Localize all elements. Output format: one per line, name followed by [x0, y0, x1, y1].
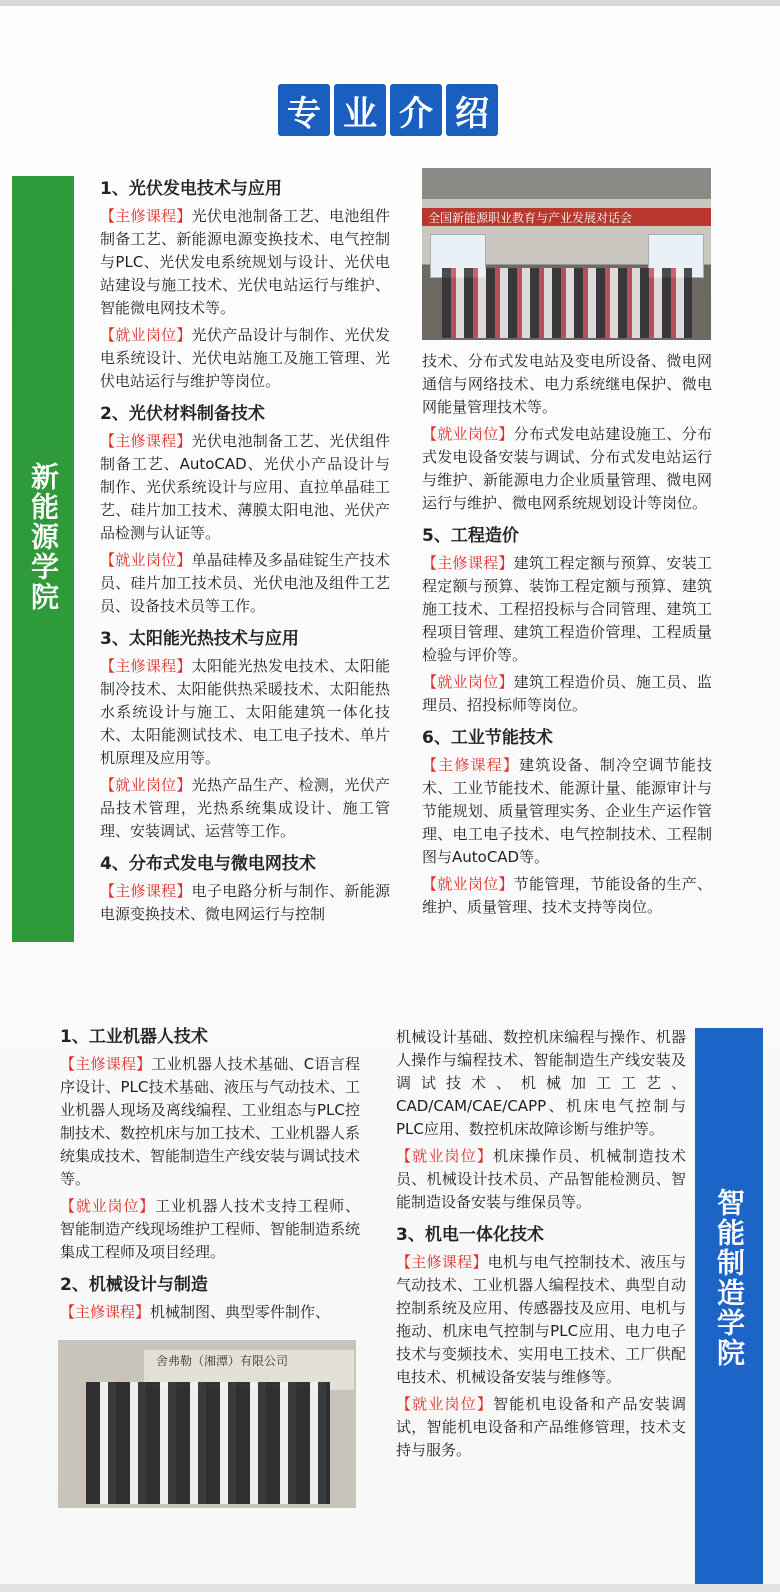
major-job: [100, 774, 390, 843]
course-tag: 【主修课程】: [60, 1303, 151, 1321]
major-block: [60, 1274, 360, 1324]
mfg-college-bar: [695, 1028, 763, 1590]
energy-right-column: [422, 350, 712, 923]
job-tag: 【就业岗位】: [100, 776, 192, 794]
group-of-workers: [86, 1382, 330, 1504]
continued-course: 机械设计基础、数控机床编程与操作、机器人操作与编程技术、智能制造生产线安装及调试技术、机械加工工艺、CAD/CAM/CAE/CAPP、机床电气控制与PLC应用、数控机床故障诊断与维护等。: [396, 1028, 686, 1138]
course-text: 工业机器人技术基础、C语言程序设计、PLC技术基础、液压与气动技术、工业机器人现场及离线编程、工业组态与PLC控制技术、数控机床与加工技术、工业机器人系统集成技术、智能制造生产线安装与调试技术等。: [60, 1055, 361, 1188]
major-job: [100, 549, 390, 618]
energy-college-bar: [12, 176, 74, 942]
major-heading: 4、分布式发电与微电网技术: [100, 854, 316, 874]
mfg-left-column: [60, 1026, 360, 1328]
major-job: [422, 873, 712, 919]
course-text: 太阳能光热发电技术、太阳能制冷技术、太阳能供热采暖技术、太阳能热水系统设计与施工、太阳能建筑一体化技术、太阳能测试技术、电工电子技术、单片机原理及应用等。: [100, 657, 390, 767]
major-block: [100, 628, 390, 843]
course-tag: 【主修课程】: [100, 882, 192, 900]
job-text: 光伏产品设计与制作、光伏发电系统设计、光伏电站施工及施工管理、光伏电站运行与维护等岗位。: [100, 326, 390, 390]
title-char: 专: [278, 84, 330, 136]
course-text: 电机与电气控制技术、液压与气动技术、工业机器人编程技术、典型自动控制系统及应用、传感器技及应用、电机与拖动、机床电气控制与PLC应用、电力电子技术与变频技术、实用电工技术、工厂供配电技术、机械设备安装与维修等。: [396, 1253, 686, 1386]
banner-text: 全国新能源职业教育与产业发展对话会: [428, 211, 633, 225]
major-block: [422, 525, 712, 717]
job-text: 机床操作员、机械制造技术员、机械设计技术员、产品智能检测员、智能制造设备安装与维保员等。: [396, 1147, 686, 1211]
major-heading: 1、光伏发电技术与应用: [100, 179, 282, 199]
major-course: [422, 552, 712, 667]
course-text: 机械制图、典型零件制作、: [150, 1303, 331, 1321]
major-heading: 5、工程造价: [422, 526, 519, 546]
major-job: [100, 324, 390, 393]
job-tag: 【就业岗位】: [422, 875, 514, 893]
job-text: 光热产品生产、检测，光伏产品技术管理，光热系统集成设计、施工管理、安装调试、运营等工作。: [100, 776, 390, 840]
workers-photo: [58, 1340, 356, 1508]
major-block: [100, 403, 390, 618]
course-text: 建筑设备、制冷空调节能技术、工业节能技术、能源计量、能源审计与节能规划、质量管理实务、企业生产运作管理、电工电子技术、电气控制技术、工程制图与AutoCAD等。: [422, 756, 712, 866]
job-tag: 【就业岗位】: [396, 1395, 494, 1413]
major-course: [60, 1053, 360, 1191]
major-course: [100, 655, 390, 770]
major-block: [422, 727, 712, 919]
job-text: 建筑工程造价员、施工员、监理员、招投标师等岗位。: [422, 673, 712, 714]
major-course: [422, 754, 712, 869]
major-block: [100, 178, 390, 393]
job-tag: 【就业岗位】: [100, 326, 192, 344]
major-heading: 3、太阳能光热技术与应用: [100, 629, 299, 649]
course-tag: 【主修课程】: [396, 1253, 488, 1271]
title-char: 业: [334, 84, 386, 136]
major-job: [396, 1393, 686, 1462]
major-course: [100, 205, 390, 320]
job-text: 单晶硅棒及多晶硅锭生产技术员、硅片加工技术员、光伏电池及组件工艺员、设备技术员等工作。: [100, 551, 390, 615]
job-tag: 【就业岗位】: [60, 1197, 155, 1215]
course-tag: 【主修课程】: [100, 432, 192, 450]
top-edge: [0, 0, 780, 6]
major-course: [60, 1301, 360, 1324]
course-text: 建筑工程定额与预算、安装工程定额与预算、装饰工程定额与预算、建筑施工技术、工程招投标与合同管理、建筑工程项目管理、建筑工程造价管理、工程质量检验与评价等。: [422, 554, 712, 664]
job-text: 分布式发电站建设施工、分布式发电设备安装与调试、分布式发电站运行与维护、新能源电力企业质量管理、微电网运行与维护、微电网系统规划设计等岗位。: [422, 425, 712, 512]
job-tag: 【就业岗位】: [100, 551, 192, 569]
major-course: [100, 430, 390, 545]
course-tag: 【主修课程】: [422, 756, 520, 774]
course-tag: 【主修课程】: [100, 657, 192, 675]
course-tag: 【主修课程】: [422, 554, 514, 572]
title-char: 绍: [446, 84, 498, 136]
course-tag: 【主修课程】: [60, 1055, 152, 1073]
major-job: [60, 1195, 360, 1264]
major-heading: 2、机械设计与制造: [60, 1275, 208, 1295]
mfg-college-label: 智能制造学院: [713, 1188, 746, 1368]
job-text: 智能机电设备和产品安装调试，智能机电设备和产品维修管理，技术支持与服务。: [396, 1395, 686, 1459]
conference-banner: [422, 208, 711, 226]
job-text: 工业机器人技术支持工程师、智能制造产线现场维护工程师、智能制造系统集成工程师及项目经理。: [60, 1197, 361, 1261]
major-job: [422, 671, 712, 717]
major-heading: 1、工业机器人技术: [60, 1027, 208, 1047]
job-tag: 【就业岗位】: [422, 673, 514, 691]
major-block: [100, 853, 390, 926]
mfg-right-column: [396, 1026, 686, 1466]
continued-course: 技术、分布式发电站及变电所设备、微电网通信与网络技术、电力系统继电保护、微电网能量管理技术等。: [422, 352, 712, 416]
course-text: 电子电路分析与制作、新能源电源变换技术、微电网运行与控制: [100, 882, 390, 923]
major-heading: 3、机电一体化技术: [396, 1225, 544, 1245]
course-text: 光伏电池制备工艺、电池组件制备工艺、新能源电源变换技术、电气控制与PLC、光伏发电系统规划与设计、光伏电站建设与施工技术、光伏电站运行与维护、智能微电网技术等。: [100, 207, 390, 317]
energy-left-column: [100, 178, 390, 930]
major-heading: 6、工业节能技术: [422, 728, 553, 748]
course-text: 光伏电池制备工艺、光伏组件制备工艺、AutoCAD、光伏小产品设计与制作、光伏系统设计与应用、直拉单晶硅工艺、硅片加工技术、薄膜太阳电池、光伏产品检测与认证等。: [100, 432, 390, 542]
major-job: [422, 423, 712, 515]
major-block: [396, 1224, 686, 1462]
major-block: [60, 1026, 360, 1264]
major-heading: 2、光伏材料制备技术: [100, 404, 265, 424]
company-sign-text: 舍弗勒（湘潭）有限公司: [156, 1354, 289, 1368]
job-tag: 【就业岗位】: [396, 1147, 494, 1165]
title-char: 介: [390, 84, 442, 136]
course-tag: 【主修课程】: [100, 207, 192, 225]
job-text: 节能管理，节能设备的生产、维护、质量管理、技术支持等岗位。: [422, 875, 712, 916]
major-course: [100, 880, 390, 926]
group-of-people: [442, 268, 692, 338]
job-tag: 【就业岗位】: [422, 425, 514, 443]
major-course: [396, 1251, 686, 1389]
bottom-edge: [0, 1584, 780, 1592]
page-title: [278, 84, 498, 136]
conference-photo: [422, 168, 711, 340]
major-job: [396, 1145, 686, 1214]
energy-college-label: 新能源学院: [27, 462, 60, 612]
